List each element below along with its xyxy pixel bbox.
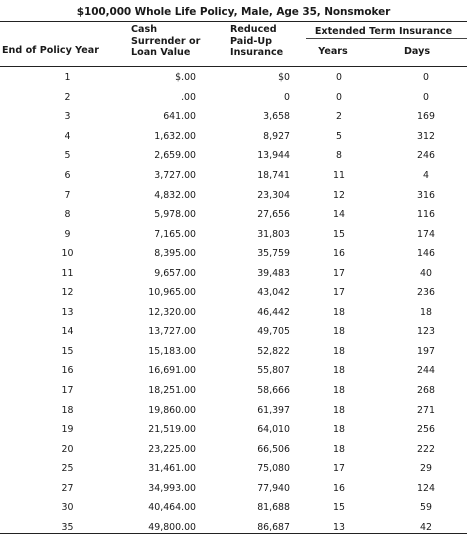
cell-cash-value: 3,727.00: [154, 170, 196, 181]
spacer-cell: [290, 205, 330, 225]
spacer-cell: [290, 518, 330, 537]
spacer-cell: [290, 361, 330, 381]
spacer-cell: [196, 478, 238, 498]
spacer-cell: [196, 224, 238, 244]
spacer-cell: [290, 88, 330, 108]
table-row: [0, 224, 467, 244]
cell-extended-days: 123: [417, 326, 435, 338]
cell-paid-up-insurance: 13,944: [257, 150, 290, 162]
spacer-cell: [196, 459, 238, 479]
spacer-cell: [348, 400, 413, 420]
spacer-cell: [348, 322, 413, 342]
spacer-cell: [290, 478, 330, 498]
header-cash-line3: Loan Value: [131, 47, 191, 58]
cell-cash-value: 7,165.00: [154, 228, 196, 240]
spacer-cell: [196, 68, 238, 88]
cell-paid-up-insurance: 52,822: [257, 345, 290, 357]
spacer-cell: [290, 263, 330, 283]
cell-extended-days: 256: [417, 424, 435, 436]
table-row: [0, 381, 467, 401]
header-paid-line3: Insurance: [230, 47, 284, 58]
table-row: [0, 263, 467, 283]
cell-extended-days: 146: [417, 248, 435, 260]
spacer-cell: [290, 303, 330, 323]
cell-extended-days: 29: [420, 463, 432, 475]
cell-cash-value: 9,657.00: [154, 267, 196, 279]
cell-cash-value: 21,519.00: [148, 424, 196, 436]
spacer-cell: [196, 244, 238, 264]
spacer-cell: [348, 205, 413, 225]
cell-policy-year: 20: [61, 443, 74, 455]
spacer-cell: [290, 381, 330, 401]
cell-extended-years: 18: [333, 424, 345, 436]
top-rule: [0, 21, 467, 22]
spacer-cell: [348, 263, 413, 283]
spacer-cell: [439, 518, 467, 537]
spacer-cell: [439, 498, 467, 518]
table-row: [0, 518, 467, 537]
spacer-cell: [439, 342, 467, 362]
spacer-cell: [348, 439, 413, 459]
header-paid-line1: Reduced: [230, 24, 277, 35]
cell-policy-year: 8: [64, 209, 71, 221]
table-row: [0, 439, 467, 459]
cell-paid-up-insurance: $0: [278, 72, 290, 84]
cell-extended-days: 268: [417, 385, 435, 397]
extended-term-rule: [306, 38, 467, 39]
cell-extended-years: 0: [336, 91, 342, 103]
cell-extended-days: 236: [417, 287, 435, 299]
cell-paid-up-insurance: 58,666: [257, 385, 290, 397]
spacer-cell: [196, 439, 238, 459]
spacer-cell: [196, 303, 238, 323]
spacer-cell: [196, 400, 238, 420]
spacer-cell: [290, 68, 330, 88]
cell-extended-years: 11: [333, 170, 345, 181]
cell-extended-days: 316: [417, 189, 435, 201]
spacer-cell: [439, 283, 467, 303]
spacer-cell: [439, 459, 467, 479]
spacer-cell: [196, 263, 238, 283]
cell-extended-days: 271: [417, 404, 435, 416]
header-paid-line2: Paid-Up: [230, 35, 273, 47]
cell-policy-year: 15: [61, 345, 74, 357]
cell-paid-up-insurance: 77,940: [257, 482, 290, 494]
cell-extended-years: 18: [333, 385, 345, 397]
cell-cash-value: 49,800.00: [148, 521, 196, 533]
cell-paid-up-insurance: 75,080: [257, 463, 290, 475]
spacer-cell: [439, 205, 467, 225]
cell-paid-up-insurance: 55,807: [257, 365, 290, 377]
cell-policy-year: 3: [64, 111, 71, 123]
cell-paid-up-insurance: 8,927: [263, 130, 290, 142]
spacer-cell: [290, 439, 330, 459]
cell-policy-year: 14: [61, 326, 74, 338]
table-row: [0, 244, 467, 264]
cell-extended-days: 116: [417, 209, 435, 221]
cell-policy-year: 27: [61, 482, 74, 494]
cell-paid-up-insurance: 49,705: [257, 326, 290, 338]
table-row: [0, 361, 467, 381]
cell-paid-up-insurance: 39,483: [257, 267, 290, 279]
spacer-cell: [439, 400, 467, 420]
cell-extended-years: 18: [333, 365, 345, 377]
spacer-cell: [290, 244, 330, 264]
spacer-cell: [348, 381, 413, 401]
table-row: [0, 205, 467, 225]
cell-policy-year: 11: [61, 267, 74, 279]
cell-extended-years: 2: [336, 111, 342, 123]
cell-policy-year: 30: [61, 502, 74, 514]
cell-extended-years: 16: [333, 482, 345, 494]
cell-extended-days: 0: [423, 91, 429, 103]
spacer-cell: [439, 322, 467, 342]
cell-policy-year: 17: [61, 385, 74, 397]
cell-paid-up-insurance: 3,658: [263, 111, 290, 123]
cell-policy-year: 25: [61, 463, 74, 475]
cell-cash-value: 15,183.00: [148, 345, 196, 357]
cell-extended-years: 17: [333, 267, 345, 279]
cell-cash-value: 10,965.00: [148, 287, 196, 299]
spacer-cell: [439, 361, 467, 381]
cell-extended-years: 18: [333, 306, 345, 318]
cell-extended-days: 4: [423, 170, 429, 181]
spacer-cell: [439, 224, 467, 244]
spacer-cell: [196, 283, 238, 303]
cell-extended-days: 42: [420, 521, 432, 533]
cell-policy-year: 19: [61, 424, 74, 436]
cell-cash-value: $.00: [175, 72, 196, 84]
cell-policy-year: 2: [64, 91, 71, 103]
cell-paid-up-insurance: 43,042: [257, 287, 290, 299]
cell-paid-up-insurance: 46,442: [257, 306, 290, 318]
spacer-cell: [439, 303, 467, 323]
spacer-cell: [439, 146, 467, 166]
cell-cash-value: 34,993.00: [148, 482, 196, 494]
header-days: Days: [403, 46, 431, 57]
cell-cash-value: 19,860.00: [148, 404, 196, 416]
table-row: [0, 459, 467, 479]
cell-cash-value: 40,464.00: [148, 502, 196, 514]
header-year: End of Policy Year: [2, 45, 99, 56]
table-body: [0, 68, 467, 537]
spacer-cell: [348, 244, 413, 264]
header-years: Years: [318, 46, 348, 57]
cell-extended-days: 18: [420, 306, 432, 318]
table-row: [0, 303, 467, 323]
table-row: [0, 185, 467, 205]
spacer-cell: [196, 518, 238, 537]
cell-cash-value: .00: [181, 91, 196, 103]
header-rule: [0, 66, 467, 67]
cell-extended-days: 312: [417, 130, 435, 142]
cell-paid-up-insurance: 18,741: [257, 170, 290, 181]
cell-policy-year: 12: [61, 287, 74, 299]
spacer-cell: [290, 224, 330, 244]
cell-cash-value: 12,320.00: [148, 306, 196, 318]
table-row: [0, 166, 467, 186]
spacer-cell: [348, 88, 413, 108]
spacer-cell: [196, 420, 238, 440]
spacer-cell: [439, 420, 467, 440]
cell-extended-years: 0: [336, 72, 342, 84]
cell-paid-up-insurance: 23,304: [257, 189, 290, 201]
cell-extended-days: 222: [417, 443, 435, 455]
cell-policy-year: 13: [61, 306, 74, 318]
spacer-cell: [348, 185, 413, 205]
spacer-cell: [439, 381, 467, 401]
spacer-cell: [348, 224, 413, 244]
spacer-cell: [348, 361, 413, 381]
cell-cash-value: 5,978.00: [154, 209, 196, 221]
cell-extended-years: 16: [333, 248, 345, 260]
table-title: $100,000 Whole Life Policy, Male, Age 35, Nonsmoker: [76, 6, 391, 18]
spacer-cell: [439, 244, 467, 264]
spacer-cell: [196, 146, 238, 166]
header-extended-term: Extended Term Insurance: [314, 26, 453, 37]
spacer-cell: [348, 498, 413, 518]
table-row: [0, 146, 467, 166]
table-row: [0, 88, 467, 108]
table-row: [0, 68, 467, 88]
spacer-cell: [290, 322, 330, 342]
cell-extended-days: 174: [417, 228, 435, 240]
spacer-cell: [290, 107, 330, 127]
cell-extended-days: 244: [417, 365, 435, 377]
spacer-cell: [196, 342, 238, 362]
spacer-cell: [348, 166, 413, 186]
cell-extended-days: 40: [420, 267, 432, 279]
spacer-cell: [439, 68, 467, 88]
cell-cash-value: 641.00: [163, 111, 196, 123]
cell-extended-years: 17: [333, 463, 345, 475]
table-row: [0, 107, 467, 127]
cell-extended-days: 59: [420, 502, 432, 514]
cell-extended-years: 8: [336, 150, 342, 162]
cell-extended-years: 5: [336, 130, 342, 142]
cell-cash-value: 13,727.00: [148, 326, 196, 338]
spacer-cell: [196, 381, 238, 401]
cell-extended-years: 15: [333, 502, 345, 514]
spacer-cell: [196, 185, 238, 205]
cell-cash-value: 31,461.00: [148, 463, 196, 475]
spacer-cell: [348, 342, 413, 362]
spacer-cell: [348, 303, 413, 323]
spacer-cell: [439, 185, 467, 205]
header-cash-line1: Cash: [131, 24, 158, 35]
cell-extended-days: 197: [417, 345, 435, 357]
spacer-cell: [196, 107, 238, 127]
cell-cash-value: 1,632.00: [154, 130, 196, 142]
spacer-cell: [196, 88, 238, 108]
cell-policy-year: 16: [61, 365, 74, 377]
table-row: [0, 420, 467, 440]
spacer-cell: [290, 127, 330, 147]
cell-cash-value: 23,225.00: [148, 443, 196, 455]
table-row: [0, 283, 467, 303]
cell-extended-days: 0: [423, 72, 429, 84]
cell-extended-years: 15: [333, 228, 345, 240]
spacer-cell: [348, 420, 413, 440]
cell-policy-year: 7: [64, 189, 71, 201]
cell-cash-value: 4,832.00: [154, 189, 196, 201]
spacer-cell: [196, 127, 238, 147]
spacer-cell: [348, 68, 413, 88]
cell-policy-year: 35: [61, 521, 74, 533]
cell-extended-years: 18: [333, 345, 345, 357]
spacer-cell: [439, 88, 467, 108]
cell-paid-up-insurance: 86,687: [257, 521, 290, 533]
spacer-cell: [348, 283, 413, 303]
policy-values-table: [0, 68, 467, 537]
cell-policy-year: 4: [64, 130, 71, 142]
cell-extended-years: 18: [333, 404, 345, 416]
spacer-cell: [290, 420, 330, 440]
cell-extended-years: 12: [333, 189, 345, 201]
spacer-cell: [290, 400, 330, 420]
spacer-cell: [196, 205, 238, 225]
spacer-cell: [196, 322, 238, 342]
cell-policy-year: 10: [61, 248, 74, 260]
cell-policy-year: 1: [64, 72, 71, 84]
spacer-cell: [290, 498, 330, 518]
spacer-cell: [439, 439, 467, 459]
table-row: [0, 498, 467, 518]
spacer-cell: [290, 146, 330, 166]
cell-paid-up-insurance: 81,688: [257, 502, 290, 514]
cell-paid-up-insurance: 35,759: [257, 248, 290, 260]
spacer-cell: [439, 166, 467, 186]
spacer-cell: [348, 146, 413, 166]
table-row: [0, 322, 467, 342]
spacer-cell: [439, 107, 467, 127]
spacer-cell: [439, 263, 467, 283]
cell-paid-up-insurance: 0: [284, 91, 290, 103]
cell-policy-year: 9: [64, 228, 71, 240]
spacer-cell: [290, 459, 330, 479]
spacer-cell: [290, 166, 330, 186]
cell-extended-years: 13: [333, 521, 345, 533]
spacer-cell: [290, 342, 330, 362]
cell-extended-years: 17: [333, 287, 345, 299]
cell-extended-years: 14: [333, 209, 345, 221]
cell-policy-year: 5: [64, 150, 71, 162]
cell-cash-value: 8,395.00: [154, 248, 196, 260]
cell-extended-days: 124: [417, 482, 435, 494]
spacer-cell: [348, 478, 413, 498]
spacer-cell: [196, 361, 238, 381]
spacer-cell: [348, 518, 413, 537]
cell-extended-days: 246: [417, 150, 435, 162]
spacer-cell: [196, 498, 238, 518]
spacer-cell: [439, 478, 467, 498]
cell-policy-year: 18: [61, 404, 74, 416]
spacer-cell: [196, 166, 238, 186]
spacer-cell: [439, 127, 467, 147]
header-cash-line2: Surrender or: [131, 35, 201, 47]
cell-paid-up-insurance: 31,803: [257, 228, 290, 240]
cell-paid-up-insurance: 61,397: [257, 404, 290, 416]
table-row: [0, 342, 467, 362]
spacer-cell: [348, 127, 413, 147]
spacer-cell: [290, 283, 330, 303]
cell-cash-value: 2,659.00: [154, 150, 196, 162]
cell-paid-up-insurance: 27,656: [257, 209, 290, 221]
cell-paid-up-insurance: 64,010: [257, 424, 290, 436]
table-row: [0, 400, 467, 420]
table-row: [0, 478, 467, 498]
cell-policy-year: 6: [64, 170, 71, 181]
spacer-cell: [348, 107, 413, 127]
cell-extended-days: 169: [417, 111, 435, 123]
cell-cash-value: 16,691.00: [148, 365, 196, 377]
cell-extended-years: 18: [333, 326, 345, 338]
cell-paid-up-insurance: 66,506: [257, 443, 290, 455]
cell-extended-years: 18: [333, 443, 345, 455]
cell-cash-value: 18,251.00: [148, 385, 196, 397]
spacer-cell: [290, 185, 330, 205]
table-row: [0, 127, 467, 147]
bottom-rule: [0, 533, 467, 534]
spacer-cell: [348, 459, 413, 479]
